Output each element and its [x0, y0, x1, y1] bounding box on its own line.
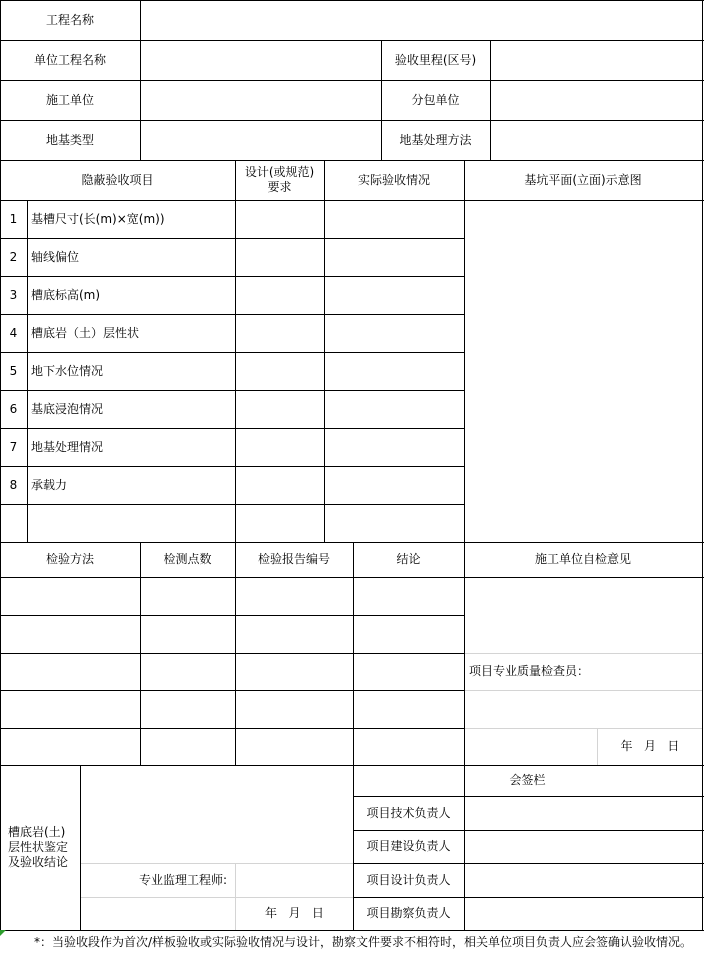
project-name-label: 工程名称 — [45, 12, 94, 27]
item-design-field[interactable] — [236, 238, 324, 276]
conclusion-label-line1: 槽底岩(土) — [8, 825, 66, 839]
item-actual-field[interactable] — [325, 390, 464, 428]
countersign-header: 会签栏 — [509, 773, 546, 787]
item-label: 槽底岩（土）层性状 — [31, 325, 140, 340]
foundation-treatment-field[interactable] — [491, 120, 702, 160]
item-actual-field[interactable] — [325, 466, 464, 504]
supervisor-signature-field[interactable] — [236, 863, 353, 897]
sign-survey-label: 项目勘察负责人 — [366, 906, 451, 920]
self-check-date: 年 月 日 — [620, 739, 680, 753]
item-number: 2 — [9, 249, 18, 264]
foundation-treatment-label: 地基处理方法 — [399, 132, 472, 147]
conclusion-field[interactable] — [81, 766, 353, 863]
item-actual-field[interactable] — [325, 314, 464, 352]
supervisor-date: 年 月 日 — [265, 906, 324, 920]
design-requirement-header — [235, 160, 324, 200]
design-requirement-line1: 设计(或规范) — [244, 165, 315, 179]
actual-acceptance-header: 实际验收情况 — [357, 172, 430, 187]
item-number: 4 — [9, 325, 18, 340]
item-label: 地基处理情况 — [31, 439, 104, 454]
subcontract-unit-label: 分包单位 — [411, 92, 460, 107]
acceptance-mileage-field[interactable] — [491, 40, 702, 80]
item-actual-field[interactable] — [325, 428, 464, 466]
item-label: 地下水位情况 — [31, 363, 104, 378]
self-check-header: 施工单位自检意见 — [534, 552, 631, 566]
item-extra-field[interactable] — [27, 504, 235, 542]
foundation-type-label: 地基类型 — [45, 132, 94, 147]
item-number: 5 — [9, 363, 18, 378]
diagram-header: 基坑平面(立面)示意图 — [524, 172, 642, 187]
item-number: 8 — [9, 477, 18, 492]
item-number: 3 — [9, 287, 18, 302]
item-design-field[interactable] — [236, 314, 324, 352]
sign-design-label: 项目设计负责人 — [366, 872, 451, 887]
construction-unit-field[interactable] — [141, 80, 381, 120]
item-actual-field[interactable] — [325, 352, 464, 390]
item-number: 1 — [9, 211, 18, 226]
item-design-field[interactable] — [236, 428, 324, 466]
item-actual-field[interactable] — [325, 238, 464, 276]
subcontract-unit-field[interactable] — [491, 80, 702, 120]
foundation-type-field[interactable] — [141, 120, 381, 160]
sign-survey-field[interactable] — [465, 897, 702, 930]
sign-design-field[interactable] — [465, 863, 702, 897]
item-label: 轴线偏位 — [31, 249, 80, 264]
item-design-field[interactable] — [236, 390, 324, 428]
hidden-items-header: 隐蔽验收项目 — [81, 172, 154, 187]
diagram-area[interactable] — [465, 201, 702, 542]
item-label: 承载力 — [31, 477, 68, 492]
inspection-conclusion-header: 结论 — [396, 552, 421, 566]
acceptance-mileage-label: 验收里程(区号) — [394, 52, 477, 67]
sign-build-label: 项目建设负责人 — [366, 839, 451, 853]
item-number: 6 — [9, 401, 18, 416]
unit-project-field[interactable] — [141, 40, 381, 80]
supervisor-label: 专业监理工程师: — [138, 872, 227, 887]
conclusion-label — [0, 765, 80, 930]
project-name-field[interactable] — [141, 0, 702, 40]
item-actual-field[interactable] — [325, 200, 464, 238]
item-design-field[interactable] — [236, 352, 324, 390]
item-design-field[interactable] — [236, 466, 324, 504]
construction-unit-label: 施工单位 — [45, 92, 94, 107]
unit-project-label: 单位工程名称 — [33, 52, 106, 67]
inspection-points-header: 检测点数 — [163, 552, 212, 566]
design-requirement-line2: 要求 — [267, 180, 292, 194]
item-design-field[interactable] — [236, 276, 324, 314]
footnote: *：当验收段作为首次/样板验收或实际验收情况与设计，勘察文件要求不相符时，相关单位项目负责人应会签确认验收情况。 — [34, 935, 693, 949]
inspection-method-header: 检验方法 — [45, 552, 94, 566]
item-design-field[interactable] — [236, 200, 324, 238]
item-label: 基底浸泡情况 — [31, 401, 104, 416]
sign-tech-field[interactable] — [465, 796, 702, 830]
inspection-report-header: 检验报告编号 — [257, 552, 330, 566]
item-number: 7 — [9, 439, 18, 454]
sign-tech-label: 项目技术负责人 — [366, 805, 451, 820]
conclusion-label-line2: 层性状鉴定 — [8, 840, 69, 854]
sign-build-field[interactable] — [465, 830, 702, 863]
item-label: 槽底标高(m) — [31, 287, 101, 302]
conclusion-label-line3: 及验收结论 — [8, 855, 69, 869]
quality-inspector-label: 项目专业质量检查员： — [469, 664, 590, 678]
item-label: 基槽尺寸(长(m)×宽(m)) — [31, 211, 165, 226]
item-actual-field[interactable] — [325, 276, 464, 314]
